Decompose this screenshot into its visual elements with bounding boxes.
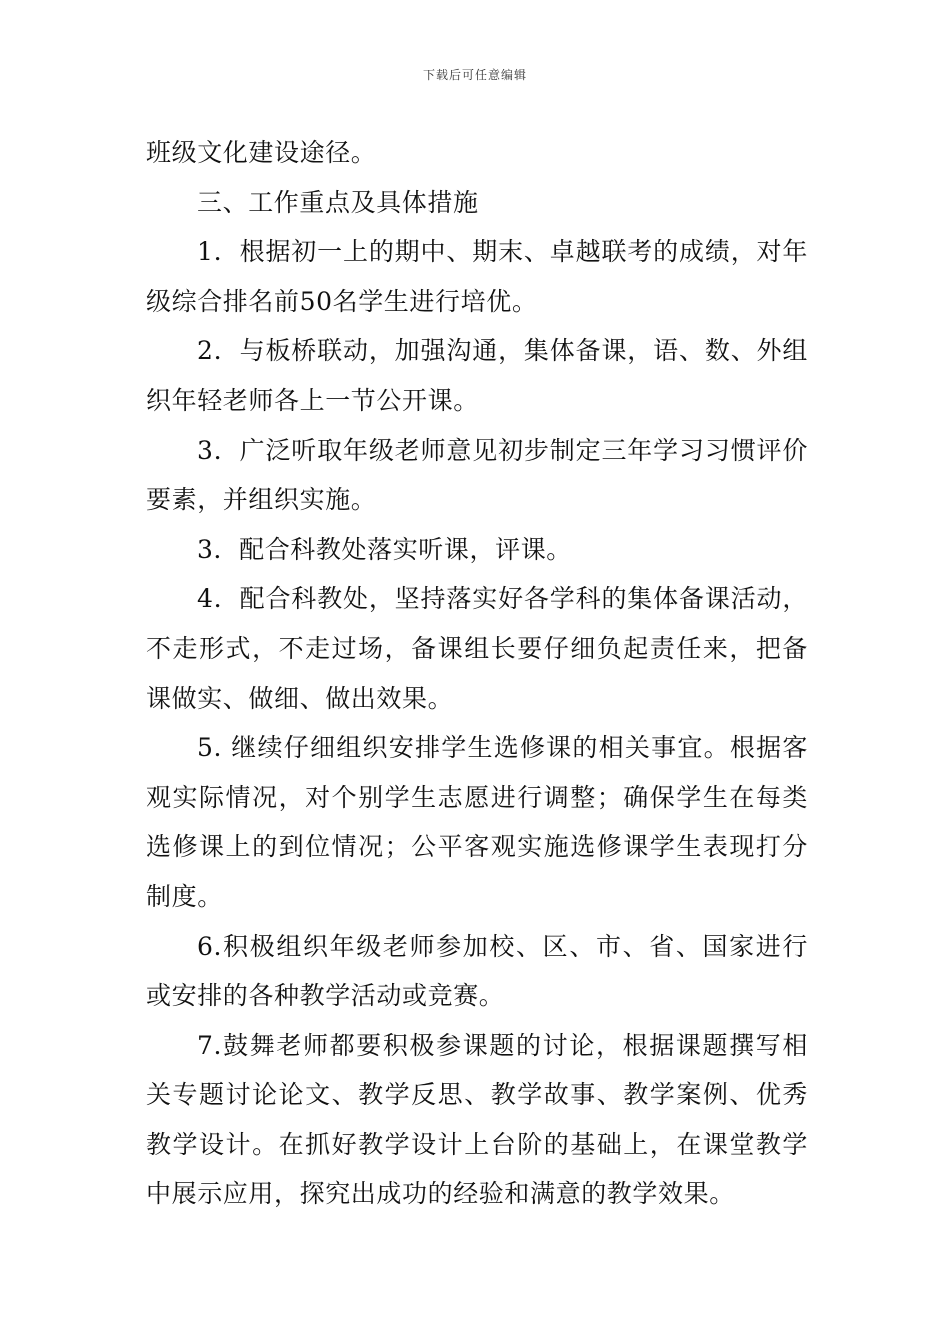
paragraph-item-5: 5. 继续仔细组织安排学生选修课的相关事宜。根据客观实际情况，对个别学生志愿进行调整；确保学生在每类选修课上的到位情况；公平客观实施选修课学生表现打分制度。 [146,733,808,911]
paragraph-item-2: 2．与板桥联动，加强沟通，集体备课，语、数、外组织年轻老师各上一节公开课。 [146,336,808,415]
document-body [146,128,808,1219]
paragraph-item-3a: 3．广泛听取年级老师意见初步制定三年学习习惯评价要素，并组织实施。 [146,435,808,515]
paragraph-item-7: 7.鼓舞老师都要积极参课题的讨论，根据课题撰写相关专题讨论论文、教学反思、教学故事、教学案例、优秀教学设计。在抓好教学设计上台阶的基础上，在课堂教学中展示应用，探究出成功的经验和满意的教学效果。 [146,1030,808,1209]
paragraph-item-3b: 3．配合科教处落实听课，评课。 [197,534,572,564]
section-heading: 三、工作重点及具体措施 [197,187,479,217]
paragraph-item-6: 6.积极组织年级老师参加校、区、市、省、国家进行或安排的各种教学活动或竞赛。 [146,931,808,1011]
paragraph-continuation: 班级文化建设途径。 [146,138,377,167]
paragraph-item-1: 1．根据初一上的期中、期末、卓越联考的成绩，对年级综合排名前50名学生进行培优。 [146,237,808,316]
paragraph-item-4: 4．配合科教处，坚持落实好各学科的集体备课活动，不走形式，不走过场，备课组长要仔细负起责任来，把备课做实、做细、做出效果。 [146,584,808,713]
header-note: 下载后可任意编辑 [422,68,527,82]
